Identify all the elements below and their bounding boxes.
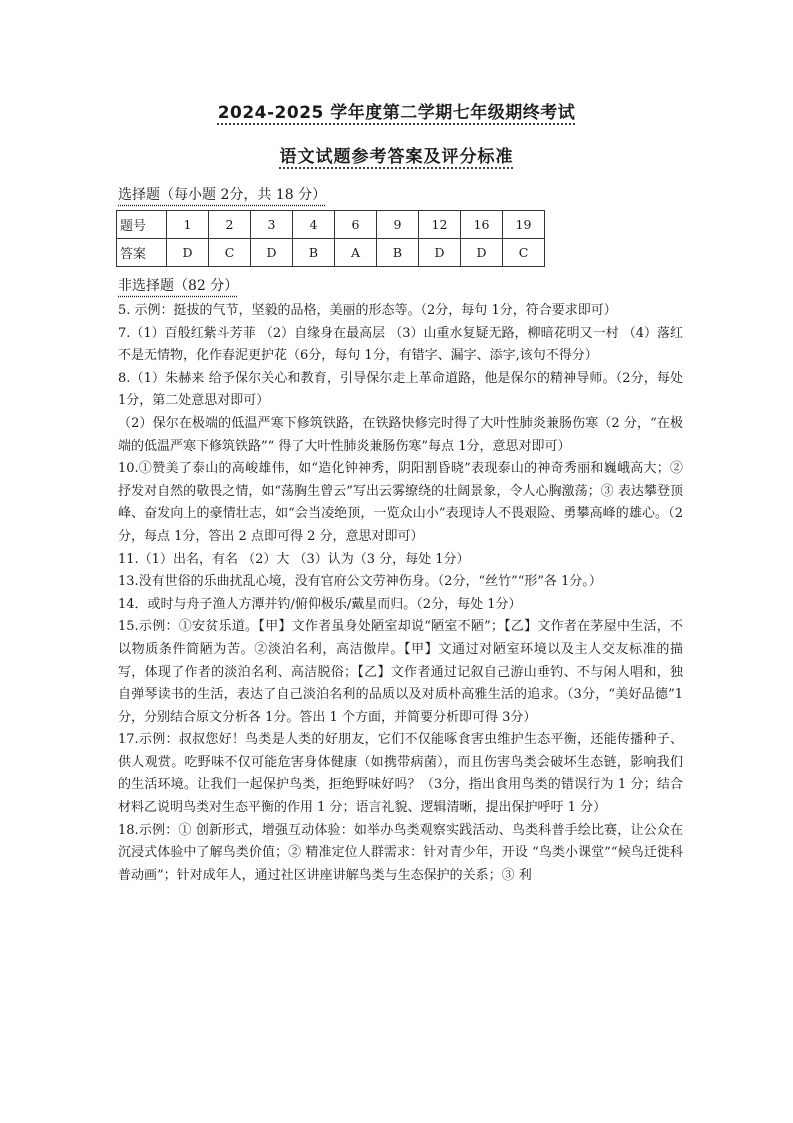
table-cell: 12 <box>419 211 461 239</box>
answer-item-10: 10.①赞美了泰山的高峻雄伟，如“造化钟神秀，阴阳割昏晓”表现泰山的神奇秀丽和巍峨高大；②抒发对自然的敬畏之情，如“荡胸生曾云”写出云雾缭绕的壮阔景象，令人心胸激荡；③ 表达攀登顶峰、奋发向上的豪情壮志，如“会当凌绝顶，一览众山小”表现诗人不畏艰险、勇攀高峰的雄心。（2分，每点 1分，答出 2 点即可得 2 分，意思对即可） <box>118 461 683 544</box>
table-cell: C <box>503 239 545 267</box>
answer-item-13: 13.没有世俗的乐曲扰乱心境，没有官府公文劳神伤身。（2分，“丝竹”“形”各 1分。） <box>118 574 602 590</box>
choice-section-heading <box>118 184 326 204</box>
table-cell: D <box>251 239 293 267</box>
answer-item-7: 7.（1）百般红紫斗芳菲 （2）自缘身在最高层 （3）山重水复疑无路，柳暗花明又一村 （4）落红不是无情物，化作春泥更护花（6分，每句 1分，有错字、漏字、添字,该句不得分） <box>118 325 683 364</box>
table-cell: C <box>209 239 251 267</box>
table-cell: 6 <box>335 211 377 239</box>
table-cell: 1 <box>167 211 209 239</box>
page-subtitle <box>0 142 793 167</box>
answer-item-14: 14．或时与舟子渔人方潭并钓/俯仰极乐/戴星而归。（2分，每处 1分） <box>118 596 522 612</box>
answer-item-8-1: 8.（1）朱赫来 给予保尔关心和教育，引导保尔走上革命道路，他是保尔的精神导师。（2分，每处 1分，第二处意思对即可） <box>118 370 683 409</box>
page-subtitle-text: 语文试题参考答案及评分标准 <box>279 147 514 167</box>
table-cell: D <box>461 239 503 267</box>
page-title-text: 2024-2025 学年度第二学期七年级期终考试 <box>217 103 576 123</box>
table-cell: 2 <box>209 211 251 239</box>
answer-item-15: 15.示例：①安贫乐道。【甲】文作者虽身处陋室却说“陋室不陋”；【乙】文作者在茅屋中生活，不以物质条件简陋为苦。②淡泊名利，高洁傲岸。【甲】文通过对陋室环境以及主人交友标准的描写，体现了作者的淡泊名利、高洁脱俗；【乙】文作者通过记叙自己游山垂钓、不与闲人唱和，独自弹琴读书的生活，表达了自己淡泊名利的品质以及对质朴高雅生活的追求。（3分，“美好品德”1分，分别结合原文分析各 1分。答出 1 个方面，并简要分析即可得 3分） <box>118 619 683 725</box>
answer-item-5: 5. 示例：挺拔的气节，坚毅的品格，美丽的形态等。（2分，每句 1分，符合要求即可） <box>118 303 617 318</box>
table-cell: D <box>167 239 209 267</box>
answer-item-11: 11.（1）出名，有名 （2）大 （3）认为（3 分，每处 1分） <box>118 551 470 567</box>
nonchoice-heading-text: 非选择题（82 分） <box>118 278 239 294</box>
table-cell: D <box>419 239 461 267</box>
table-cell: B <box>293 239 335 267</box>
table-row-answers <box>117 239 545 267</box>
answer-table <box>116 210 545 267</box>
nonchoice-section-heading <box>118 275 238 295</box>
table-cell: 9 <box>377 211 419 239</box>
answer-item-8-2: （2）保尔在极端的低温严寒下修筑铁路，在铁路快修完时得了大叶性肺炎兼肠伤寒（2 分，“在极端的低温严寒下修筑铁路”“ 得了大叶性肺炎兼肠伤寒”每点 1分，意思对即可） <box>118 415 683 454</box>
row-label-answer: 答案 <box>117 239 167 267</box>
table-cell: A <box>335 239 377 267</box>
page-title <box>0 98 793 123</box>
table-cell: 3 <box>251 211 293 239</box>
table-row-numbers <box>117 211 545 239</box>
table-cell: B <box>377 239 419 267</box>
answer-item-18: 18.示例：① 创新形式，增强互动体验：如举办鸟类观察实践活动、鸟类科普手绘比赛，让公众在沉浸式体验中了解鸟类价值；② 精准定位人群需求：针对青少年，开设 “鸟类小课堂”“候鸟迁徙科普动画”；针对成年人，通过社区讲座讲解鸟类与生态保护的关系；③ 利 <box>118 822 683 883</box>
answer-body <box>118 300 683 887</box>
choice-heading-text: 选择题（每小题 2分，共 18 分） <box>118 187 327 203</box>
table-cell: 19 <box>503 211 545 239</box>
row-label-number: 题号 <box>117 211 167 239</box>
answer-item-17: 17.示例：叔叔您好！鸟类是人类的好朋友，它们不仅能啄食害虫维护生态平衡，还能传播种子、供人观赏。吃野味不仅可能危害身体健康（如携带病菌），而且伤害鸟类会破坏生态链，影响我们的生活环境。让我们一起保护鸟类，拒绝野味好吗？（3分，指出食用鸟类的错误行为 1 分；结合材料乙说明鸟类对生态平衡的作用 1 分；语言礼貌、逻辑清晰，提出保护呼吁 1 分） <box>118 732 683 816</box>
table-cell: 4 <box>293 211 335 239</box>
table-cell: 16 <box>461 211 503 239</box>
